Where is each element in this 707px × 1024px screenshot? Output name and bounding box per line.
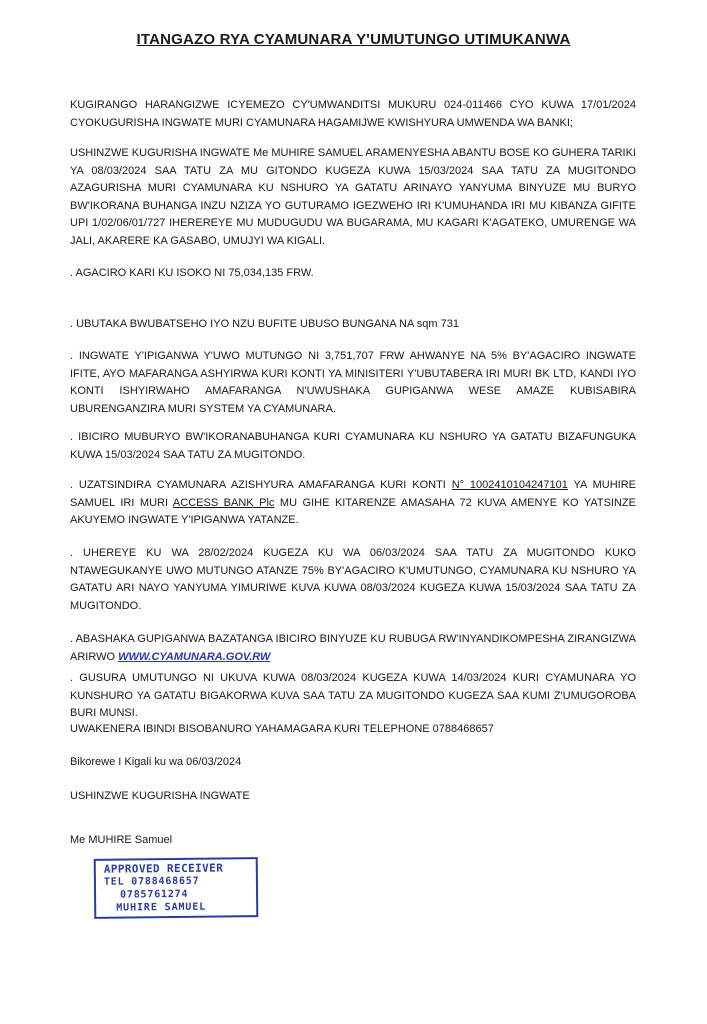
receiver-stamp: [94, 857, 259, 919]
bank-name: ACCESS BANK Plc: [172, 496, 275, 509]
payment-text-post: MU GIHE KITARENZE AMASAHA 72 KUVA AMENYE KO YATSINZE AKUYEMO INGWATE Y'IPIGANWA YATANZE.: [70, 496, 636, 526]
visit-paragraph: . GUSURA UMUTUNGO NI UKUVA KUWA 08/03/2024 KUGEZA KUWA 14/03/2024 KURI CYAMUNARA YO KUNSHURO YA GATATU BIGAKORWA KUVA SAA TATU ZA MUGITONDO KUGEZA SAA KUMI Z'UMUGOROBA BURI MUNSI.: [70, 672, 636, 719]
payment-text-pre: . UZATSINDIRA CYAMUNARA AZISHYURA AMAFARANGA KURI KONTI: [70, 479, 452, 491]
announcement-paragraph: USHINZWE KUGURISHA INGWATE Me MUHIRE SAMUEL ARAMENYESHA ABANTU BOSE KO GUHERA TARIKI YA 08/03/2024 SAA TATU ZA MU GITONDO KUGEZA KUWA 15/03/2024 SAA TATU ZA MUGITONDO AZAGURISHA MURI CYAMUNARA KU NSHURO YA GATATU ARINAYO YANYUMA BINYUZE MU BURYO BW'IKORANA BUHANGA INZU NZIZA YO GUTURAMO IGEZWEHO IRI K'UMUHANDA IRI MU KIBANZA GIFITE UPI 1/02/06/01/727 IHEREREYE MU MUDUGUDU WA BUGARAMA, MU KAGARI K'AGATEKO, UMURENGE WA JALI, AKARERE KA GASABO, UMUJYI WA KIGALI.: [70, 147, 636, 247]
market-value-line: . AGACIRO KARI KU ISOKO NI 75,034,135 FRW.: [70, 267, 314, 279]
payment-text-mid: YA MUHIRE SAMUEL IRI MURI: [70, 479, 636, 509]
notice-title: ITANGAZO RYA CYAMUNARA Y'UMUTUNGO UTIMUKANWA: [136, 31, 571, 48]
cyamunara-website-link[interactable]: WWW.CYAMUNARA.GOV.RW: [118, 650, 271, 663]
register-text: . ABASHAKA GUPIGANWA BAZATANGA IBICIRO BINYUZE KU RUBUGA RW'INYANDIKOMPESHA ZIRANGIZWA ARIRWO: [70, 633, 636, 663]
period-paragraph: . UHEREYE KU WA 28/02/2024 KUGEZA KU WA 06/03/2024 SAA TATU ZA MUGITONDO KUKO NTAWEGUKANYE UWO MUTUNGO ATANZE 75% BY'AGACIRO K'UMUTUNGO, CYAMUNARA KU NSHURO YA GATATU ARI NAYO YANYUMA YIMURIWE KUVA KUWA 08/03/2024 KUGEZA KUWA 15/03/2024 SAA TATU ZA MUGITONDO.: [70, 547, 636, 612]
deposit-paragraph: . INGWATE Y'IPIGANWA Y'UWO MUTUNGO NI 3,751,707 FRW AHWANYE NA 5% BY'AGACIRO INGWATE IFITE, AYO MAFARANGA ASHYIRWA KURI KONTI YA MINISITERI Y'UBUTABERA IRI MURI BK LTD, KANDI IYO KONTI ISHYIRWAHO AMAFARANGA N'UWUSHAKA GUPIGANWA WESE AMAZE KUBISABIRA UBURENGANZIRA MURI SYSTEM YA CYAMUNARA.: [70, 350, 636, 415]
contact-line: UWAKENERA IBINDI BISOBANURO YAHAMAGARA KURI TELEPHONE 0788468657: [70, 723, 494, 735]
signer-role: USHINZWE KUGURISHA INGWATE: [70, 790, 250, 802]
stamp-phone-2: 0785761274: [120, 888, 189, 901]
account-number: N° 1002410104247101: [451, 479, 568, 491]
bids-paragraph: . IBICIRO MUBURYO BW'IKORANABUHANGA KURI CYAMUNARA KU NSHURO YA GATATU BIZAFUNGUKA KUWA 15/03/2024 SAA TATU ZA MUGITONDO.: [70, 431, 636, 461]
stamp-title: APPROVED RECEIVER: [103, 861, 224, 876]
land-area-line: . UBUTAKA BWUBATSEHO IYO NZU BUFITE UBUSO BUNGANA NA sqm 731: [70, 318, 459, 330]
payment-paragraph: [70, 477, 636, 530]
stamp-phone-1: TEL 0788468657: [103, 875, 200, 888]
register-paragraph: [70, 631, 636, 666]
intro-paragraph: KUGIRANGO HARANGIZWE ICYEMEZO CY'UMWANDITSI MUKURU 024-011466 CYO KUWA 17/01/2024 CYOKUGURISHA INGWATE MURI CYAMUNARA HAGAMIJWE KWISHYURA UMWENDA WA BANKI;: [70, 99, 636, 129]
stamp-name: MUHIRE SAMUEL: [116, 901, 207, 914]
signer-name: Me MUHIRE Samuel: [70, 834, 173, 846]
place-date-line: Bikorewe I Kigali ku wa 06/03/2024: [70, 756, 242, 768]
